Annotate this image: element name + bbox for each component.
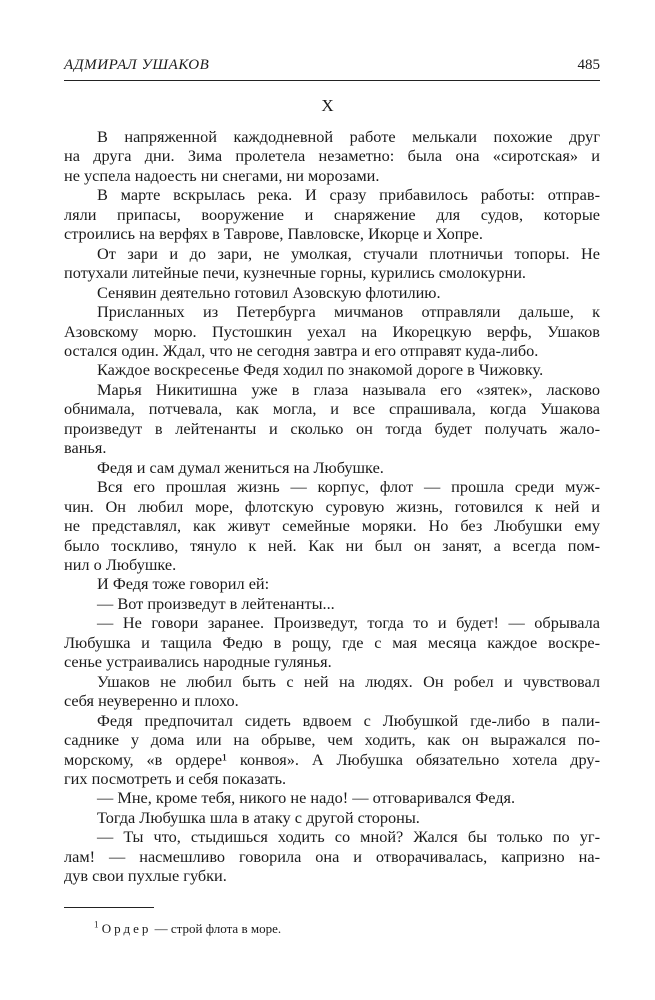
- text-line: Ушаков не любил быть с ней на людях. Он робел и чувствовал: [97, 671, 600, 691]
- paragraph: [64, 613, 600, 671]
- text-line: Азовскому морю. Пустошкин уехал на Икорецкую верфь, Ушаков: [64, 321, 600, 341]
- text-line: ляли припасы, вооружение и снаряжение для судов, которые: [64, 204, 600, 224]
- text-line: морскому, «в ордере¹ конвоя». А Любушка обязательно хотела дру-: [64, 749, 600, 769]
- running-title: АДМИРАЛ УШАКОВ: [64, 57, 210, 73]
- footnote: [94, 921, 281, 937]
- text-line: на друга дни. Зима пролетела незаметно: была она «сиротская» и: [64, 146, 600, 166]
- text-line: саднике у дома или на обрыве, чем ходить, как он выражался по-: [64, 730, 600, 750]
- paragraph: [64, 594, 600, 613]
- text-line: Сенявин деятельно готовил Азовскую флотилию.: [97, 282, 441, 302]
- paragraph: [64, 808, 600, 827]
- text-line: сенье устраивались народные гулянья.: [64, 652, 332, 672]
- page-number: 485: [577, 57, 600, 73]
- text-line: ванья.: [64, 438, 107, 458]
- text-line: В напряженной каждодневной работе мелькали похожие друг: [97, 127, 600, 146]
- text-line: Тогда Любушка шла в атаку с другой стороны.: [97, 807, 420, 827]
- text-line: — Мне, кроме тебя, никого не надо! — отговаривался Федя.: [97, 788, 516, 808]
- text-line: остался один. Ждал, что не сегодня завтра и его отправят куда-либо.: [64, 340, 539, 360]
- body-text: [64, 127, 600, 886]
- text-line: нил о Любушке.: [64, 554, 177, 574]
- paragraph: [64, 380, 600, 458]
- running-header: [64, 57, 600, 77]
- paragraph: [64, 477, 600, 574]
- text-line: строились на верфях в Таврове, Павловске, Икорце и Хопре.: [64, 224, 483, 244]
- text-line: Каждое воскресенье Федя ходил по знакомой дороге в Чижовку.: [97, 360, 544, 380]
- text-line: произведут в лейтенанты и сколько он тогда будет получать жало-: [64, 418, 600, 438]
- paragraph: [64, 458, 600, 477]
- text-line: обнимала, потчевала, как могла, и все спрашивала, когда Ушакова: [64, 399, 600, 419]
- text-line: В марте вскрылась река. И сразу прибавилось работы: отправ-: [97, 185, 600, 205]
- paragraph: [64, 360, 600, 379]
- text-line: Присланных из Петербурга мичманов отправляли дальше, к: [97, 302, 600, 322]
- paragraph: [64, 711, 600, 789]
- text-line: было тоскливо, тянуло к ней. Как ни был он занят, а всегда пом-: [64, 535, 600, 555]
- paragraph: [64, 302, 600, 360]
- text-line: лам! — насмешливо говорила она и отворачивалась, капризно на-: [64, 846, 600, 866]
- text-line: И Федя тоже говорил ей:: [97, 574, 270, 594]
- paragraph: [64, 244, 600, 283]
- footnote-rule: [64, 907, 154, 908]
- paragraph: [64, 283, 600, 302]
- chapter-heading: X: [321, 96, 334, 115]
- text-line: — Вот произведут в лейтенанты...: [97, 593, 335, 613]
- text-line: Вся его прошлая жизнь — корпус, флот — прошла среди муж-: [97, 477, 600, 497]
- text-line: Федя предпочитал сидеть вдвоем с Любушкой где-либо в пали-: [97, 710, 600, 730]
- paragraph: [64, 574, 600, 593]
- footnote-marker: 1: [94, 919, 99, 930]
- paragraph: [64, 672, 600, 711]
- text-line: Марья Никитишна уже в глаза называла его «зятек», ласково: [97, 379, 600, 399]
- text-line: потухали литейные печи, кузнечные горны, курились смолокурни.: [64, 263, 526, 283]
- paragraph: [64, 127, 600, 185]
- paragraph: [64, 827, 600, 885]
- text-line: От зари и до зари, не умолкая, стучали плотничьи топоры. Не: [97, 243, 600, 263]
- header-rule: [64, 80, 600, 81]
- text-line: не представлял, как живут семейные моряки. Но без Любушки ему: [64, 516, 600, 536]
- paragraph: [64, 788, 600, 807]
- footnote-term: Ордер: [101, 921, 152, 936]
- text-line: не успела надоесть ни снегами, ни морозами.: [64, 165, 380, 185]
- text-line: чин. Он любил море, флотскую суровую жизнь, готовился к ней и: [64, 496, 600, 516]
- text-line: Федя и сам думал жениться на Любушке.: [97, 457, 384, 477]
- text-line: гих посмотреть и себя показать.: [64, 768, 287, 788]
- text-line: — Ты что, стыдишься ходить со мной? Жался бы только по уг-: [97, 827, 600, 847]
- footnote-text: — строй флота в море.: [154, 921, 282, 936]
- text-line: Любушка и тащила Федю в рощу, где с мая месяца каждое воскре-: [64, 632, 600, 652]
- text-line: себя неуверенно и плохо.: [64, 691, 239, 711]
- paragraph: [64, 185, 600, 243]
- text-line: дув свои пухлые губки.: [64, 866, 227, 886]
- text-line: — Не говори заранее. Произведут, тогда то и будет! — обрывала: [97, 613, 600, 633]
